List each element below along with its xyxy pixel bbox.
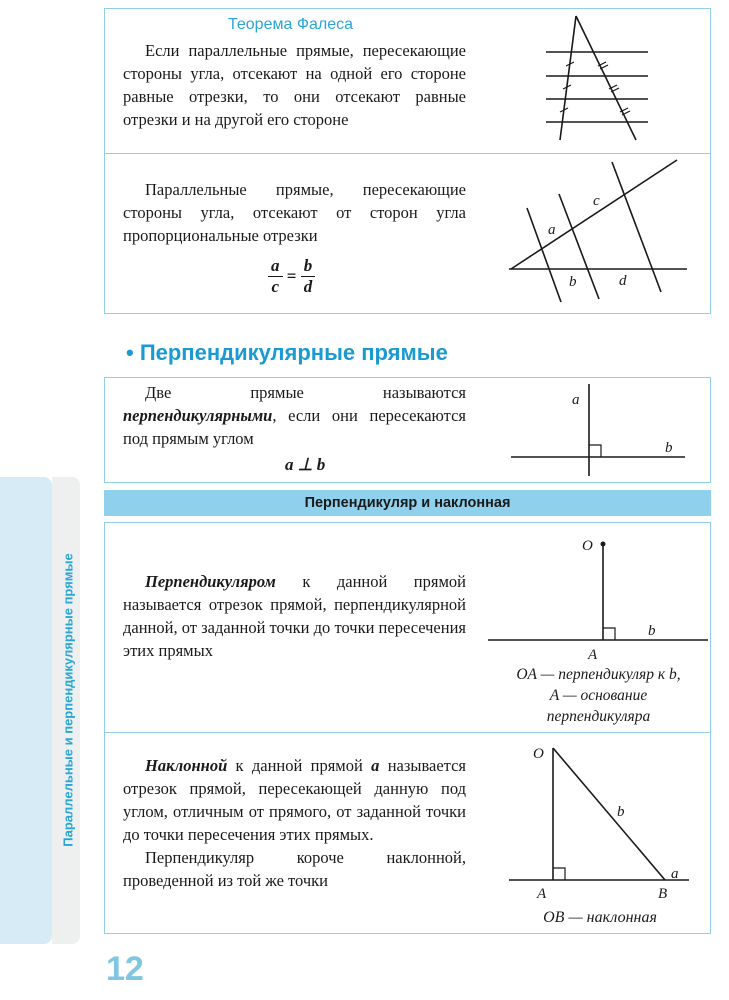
frac-a: a (268, 256, 283, 277)
fraction-b-d (301, 256, 316, 297)
proportional-figure (505, 156, 695, 306)
label-d: d (619, 273, 627, 289)
label-c: c (593, 193, 600, 209)
oblique-text (123, 754, 466, 846)
equals-sign: = (286, 266, 297, 286)
perpendicular-lines-figure (505, 380, 695, 480)
perpendicular-lines-text-block (123, 381, 466, 450)
frac-b: b (301, 256, 316, 277)
label-O: O (533, 746, 544, 762)
perpendicular-figure (486, 528, 711, 668)
pl-text-before: Две прямые называются (145, 383, 466, 402)
label-B: B (658, 886, 668, 902)
perpendicular-text-block (123, 570, 466, 662)
thales-text: Если параллельные прямые, пересекающие стороны угла, отсекают на одной его стороне равные отрезки, то они отсекают равные отрезки и на другой его стороне (123, 41, 466, 129)
pl-text-after: , если они пересекаются под прямым углом (123, 406, 466, 448)
label-A: A (588, 647, 598, 663)
oblique-text-2: Перпендикуляр короче наклонной, проведенной из той же точки (123, 848, 466, 890)
oblique-caption: OB — наклонная (543, 909, 657, 926)
perpendicular-def: к данной прямой называется отрезок прямой, перпендикулярной данной, от заданной точки до точки пересечения этих прямых (123, 572, 466, 660)
proportional-text: Параллельные прямые, пересекающие стороны угла, отсекают от сторон угла пропорциональные отрезки (123, 180, 466, 245)
fraction-a-c (268, 256, 283, 297)
oblique-term: Наклонной (145, 756, 228, 775)
oblique-text-mid: к данной прямой (227, 756, 372, 775)
thales-title: Теорема Фалеса (228, 16, 354, 33)
oblique-var: a (371, 756, 380, 775)
perpendicular-caption-3: перпендикуляра (546, 708, 651, 725)
label-b: b (617, 804, 625, 820)
thales-figure (530, 12, 670, 144)
perpendicular-caption (486, 664, 711, 727)
label-b: b (648, 623, 656, 639)
label-b: b (665, 440, 673, 456)
perpendicular-oblique-banner: Перпендикуляр и наклонная (104, 490, 711, 516)
section-title-perpendicular-lines: • Перпендикулярные прямые (126, 340, 448, 365)
page-number: 12 (106, 950, 144, 988)
oblique-figure (505, 736, 695, 906)
perpendicular-formula: a ⊥ b (285, 455, 326, 474)
perpendicular-text (123, 570, 466, 662)
oblique-text-block (123, 754, 466, 892)
sidebar-label: Параллельные и перпендикулярные прямые (60, 553, 76, 847)
perpendicular-caption-2: A — основание (549, 687, 648, 704)
label-b: b (569, 274, 577, 290)
perpendicular-lines-text (123, 381, 466, 450)
oblique-def: называется отрезок прямой, пересекающей данную под углом, отличным от прямого, от заданной точки до точки пересечения этих прямых. (123, 756, 466, 844)
label-a: a (671, 866, 679, 882)
pl-term: перпендикулярными (123, 406, 273, 425)
thales-text-block (123, 39, 466, 131)
proportional-text-block (123, 178, 466, 247)
label-a: a (572, 392, 580, 408)
proportion-formula (268, 256, 315, 297)
label-a: a (548, 222, 556, 238)
frac-d: d (303, 277, 313, 296)
frac-c: c (271, 277, 280, 296)
label-A: A (537, 886, 547, 902)
label-O: O (582, 538, 593, 554)
perpendicular-term: Перпендикуляром (145, 572, 276, 591)
sidebar-tab (0, 477, 52, 944)
perpendicular-caption-1: OA — перпендикуляр к b, (516, 666, 681, 683)
